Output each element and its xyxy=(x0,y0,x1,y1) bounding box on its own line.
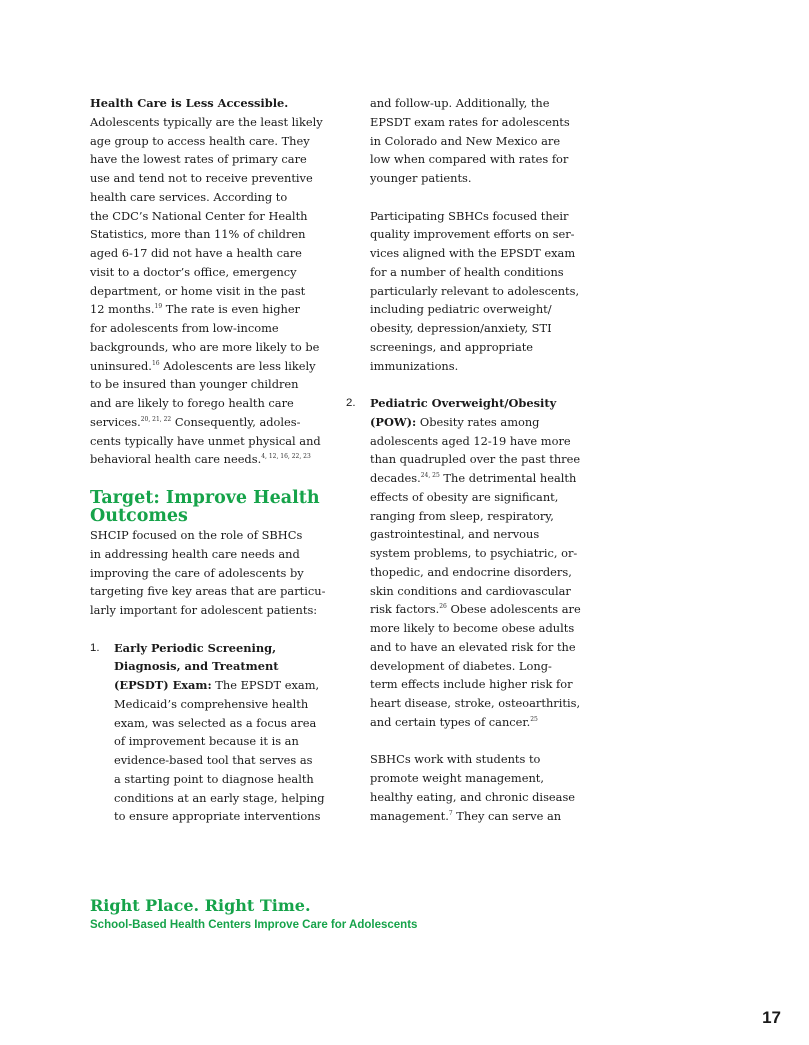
footnote-ref: 19 xyxy=(154,303,163,311)
text-line: heart disease, stroke, osteoarthritis, xyxy=(370,696,581,710)
text-span: Consequently, adoles- xyxy=(171,414,301,429)
footnote-ref: 25 xyxy=(530,715,538,723)
text-line: exam, was selected as a focus area xyxy=(114,715,317,730)
text-span: decades. xyxy=(370,471,421,485)
text-line: system problems, to psychiatric, or- xyxy=(370,546,578,560)
text-line xyxy=(370,807,586,826)
text-line: of improvement because it is an xyxy=(114,734,299,749)
footnote-ref: 26 xyxy=(439,603,447,611)
text-line: obesity, depression/anxiety, STI xyxy=(370,321,552,335)
text-line: for a number of health conditions xyxy=(370,264,564,279)
text-line: larly important for adolescent patients: xyxy=(90,603,318,617)
text-line: and to have an elevated risk for the xyxy=(370,639,576,654)
list-marker: 2. xyxy=(346,397,356,409)
text-line: conditions at an early stage, helping xyxy=(114,790,325,805)
section-heading-target xyxy=(90,489,330,525)
text-span: and certain types of cancer. xyxy=(370,714,531,729)
footnote-ref: 7 xyxy=(448,809,453,817)
text-line: including pediatric overweight/ xyxy=(370,302,552,317)
text-line: Participating SBHCs focused their xyxy=(370,208,569,223)
text-line: health care services. According to xyxy=(90,189,288,204)
text-line: immunizations. xyxy=(370,358,459,373)
section-heading-access: Health Care is Less Accessible. xyxy=(90,96,289,110)
footnote-ref: 4, 12, 16, 22, 23 xyxy=(261,453,311,461)
text-line: cents typically have unmet physical and xyxy=(90,433,321,448)
list-marker: 1. xyxy=(90,641,100,654)
text-line: vices aligned with the EPSDT exam xyxy=(370,246,576,260)
text-line: in Colorado and New Mexico are xyxy=(370,133,561,148)
text-line: effects of obesity are significant, xyxy=(370,489,559,504)
text-span: Adolescents are less likely xyxy=(159,358,316,373)
text-span: uninsured. xyxy=(90,358,152,373)
footnote-ref: 16 xyxy=(151,359,160,367)
text-span: 12 months. xyxy=(90,302,155,317)
text-line: in addressing health care needs and xyxy=(90,546,300,561)
text-span: Obese adolescents are xyxy=(446,602,581,617)
text-line: have the lowest rates of primary care xyxy=(90,152,307,167)
text-span: management. xyxy=(370,808,449,823)
text-line xyxy=(114,676,330,695)
item-title-span: (EPSDT) Exam: xyxy=(114,678,212,692)
text-line: screenings, and appropriate xyxy=(370,339,534,354)
text-line: Statistics, more than 11% of children xyxy=(90,227,306,242)
list-item-pow xyxy=(346,394,586,825)
footer-subtitle: School-Based Health Centers Improve Care for Adolescents xyxy=(90,919,418,931)
text-line: more likely to become obese adults xyxy=(370,621,575,635)
text-span: The detrimental health xyxy=(439,471,577,485)
text-line: adolescents aged 12-19 have more xyxy=(370,433,571,448)
text-line: to be insured than younger children xyxy=(90,377,299,392)
text-line: age group to access health care. They xyxy=(90,133,310,148)
heading-line: Outcomes xyxy=(90,506,188,526)
text-line: aged 6-17 did not have a health care xyxy=(90,246,302,260)
text-line xyxy=(370,469,586,488)
text-line: particularly relevant to adolescents, xyxy=(370,283,580,298)
heading-line: Target: Improve Health xyxy=(90,488,320,508)
text-line: to ensure appropriate interventions xyxy=(114,809,321,824)
text-line: the CDC’s National Center for Health xyxy=(90,208,308,223)
list-item-epsdt xyxy=(90,639,330,827)
text-span: The EPSDT exam, xyxy=(211,678,320,692)
text-span: They can serve an xyxy=(452,808,562,823)
text-line: skin conditions and cardiovascular xyxy=(370,583,571,598)
text-line: and are likely to forego health care xyxy=(90,396,294,410)
text-line: Medicaid’s comprehensive health xyxy=(114,696,309,711)
text-span: Obesity rates among xyxy=(416,414,540,429)
text-line: thopedic, and endocrine disorders, xyxy=(370,564,572,579)
text-line xyxy=(370,413,586,432)
right-column xyxy=(346,94,586,825)
text-line: than quadrupled over the past three xyxy=(370,452,581,467)
footnote-ref: 24, 25 xyxy=(420,472,440,480)
text-span: The rate is even higher xyxy=(162,302,301,317)
text-line: Adolescents typically are the least likely xyxy=(90,114,323,129)
paragraph-access xyxy=(90,113,330,469)
text-line xyxy=(90,413,330,432)
text-line: younger patients. xyxy=(370,171,472,185)
text-line: SHCIP focused on the role of SBHCs xyxy=(90,528,303,542)
text-line: use and tend not to receive preventive xyxy=(90,171,313,185)
footer-title: Right Place. Right Time. xyxy=(90,896,311,915)
item-title-line: Diagnosis, and Treatment xyxy=(114,659,279,674)
text-span: behavioral health care needs. xyxy=(90,452,262,467)
left-column xyxy=(90,94,330,826)
text-line: EPSDT exam rates for adolescents xyxy=(370,114,570,129)
item-title-span: (POW): xyxy=(370,414,417,429)
item-title-line: Pediatric Overweight/Obesity xyxy=(370,396,557,410)
text-line xyxy=(90,357,330,376)
text-line: promote weight management, xyxy=(370,771,544,785)
text-line: low when compared with rates for xyxy=(370,152,569,167)
text-line: department, or home visit in the past xyxy=(90,283,306,298)
text-line: targeting five key areas that are particu- xyxy=(90,584,326,599)
paragraph-target xyxy=(90,526,330,620)
text-line: healthy eating, and chronic disease xyxy=(370,789,576,804)
item-title-line: Early Periodic Screening, xyxy=(114,640,277,655)
text-line: and follow-up. Additionally, the xyxy=(370,96,550,110)
text-line: ranging from sleep, respiratory, xyxy=(370,508,554,523)
text-line: term effects include higher risk for xyxy=(370,677,573,692)
text-line xyxy=(370,713,586,732)
text-line: a starting point to diagnose health xyxy=(114,771,314,786)
text-line xyxy=(370,600,586,619)
text-line: improving the care of adolescents by xyxy=(90,565,304,580)
text-line: evidence-based tool that serves as xyxy=(114,753,313,767)
footnote-ref: 20, 21, 22 xyxy=(140,415,172,423)
text-span: services. xyxy=(90,414,141,429)
text-line: backgrounds, who are more likely to be xyxy=(90,339,320,354)
running-footer xyxy=(90,896,417,934)
page-number: 17 xyxy=(762,1008,781,1027)
text-line: for adolescents from low-income xyxy=(90,321,279,335)
paragraph-followup xyxy=(370,94,586,375)
text-line: gastrointestinal, and nervous xyxy=(370,527,540,542)
text-line: quality improvement efforts on ser- xyxy=(370,227,575,242)
text-line: development of diabetes. Long- xyxy=(370,658,552,673)
text-line xyxy=(90,300,330,319)
text-line: SBHCs work with students to xyxy=(370,752,541,767)
text-span: risk factors. xyxy=(370,602,440,617)
text-line xyxy=(90,450,330,469)
text-line: visit to a doctor’s office, emergency xyxy=(90,264,297,279)
